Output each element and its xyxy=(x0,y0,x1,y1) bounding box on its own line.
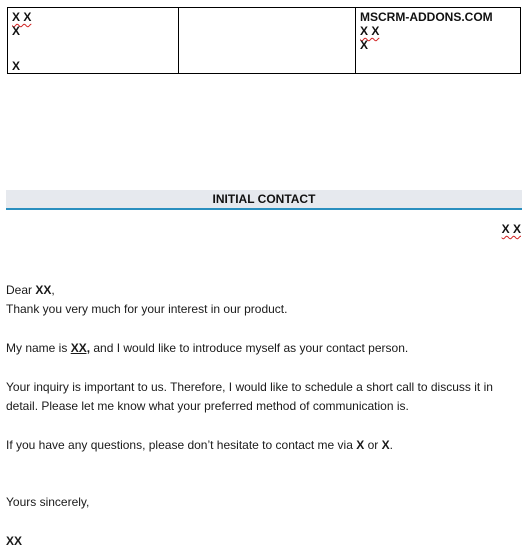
letter-body xyxy=(6,281,520,551)
section-heading: INITIAL CONTACT xyxy=(6,190,522,210)
letterhead-left-cell xyxy=(8,8,178,73)
contact-method-1: X xyxy=(356,438,365,452)
thanks-sentence: Thank you very much for your interest in our product. xyxy=(6,302,288,316)
questions-paragraph: If you have any questions, please don’t hesitate to contact me via X or X. xyxy=(6,438,393,452)
salutation: Dear XX, xyxy=(6,283,55,297)
company-line: X xyxy=(360,38,369,52)
company-name: MSCRM-ADDONS.COM xyxy=(360,10,493,24)
sender-name: X X xyxy=(12,10,32,24)
letterhead-right-cell xyxy=(355,8,520,73)
sender-bottom-line: X xyxy=(12,59,21,73)
closing: Yours sincerely, xyxy=(6,495,90,509)
right-aligned-marker: X X xyxy=(501,222,521,236)
inquiry-paragraph: Your inquiry is important to us. Therefore, I would like to schedule a short call to discuss it in detail. Please let me know what your preferred method of communication is. xyxy=(6,380,493,413)
letterhead-table xyxy=(7,7,521,74)
contact-person-name: XX, xyxy=(70,341,91,355)
intro-paragraph: My name is XX, and I would like to introduce myself as your contact person. xyxy=(6,341,409,355)
sender-line: X xyxy=(12,24,21,38)
letterhead-middle-cell xyxy=(178,8,355,73)
recipient-name: XX xyxy=(35,283,52,297)
company-address-line: X X xyxy=(360,24,380,38)
signature: XX xyxy=(6,534,23,548)
contact-method-2: X xyxy=(381,438,390,452)
